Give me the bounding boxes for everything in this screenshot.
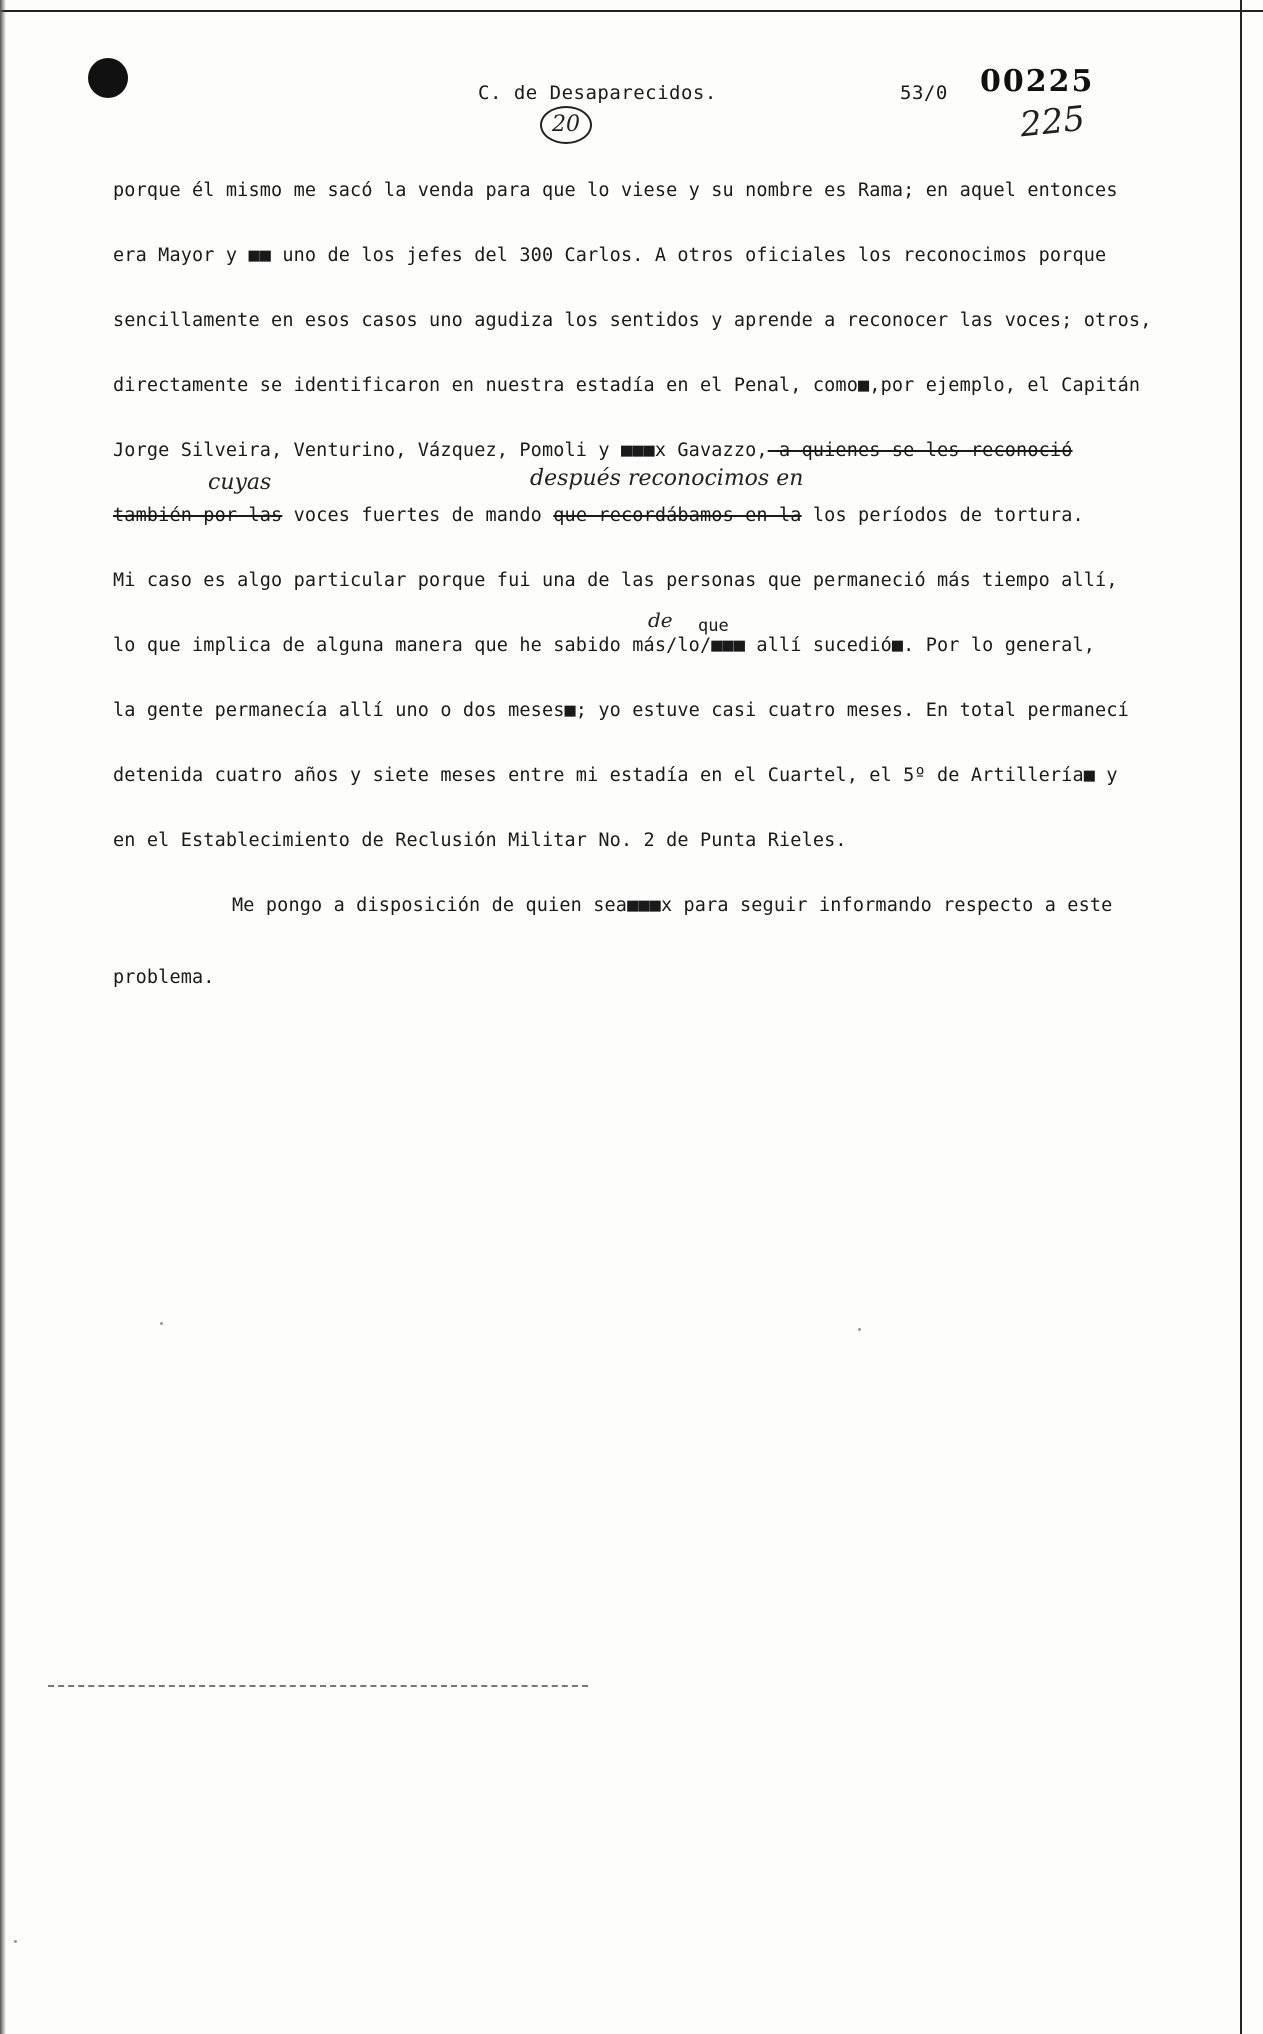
struck-text: a quienes se les reconoció <box>767 440 1073 461</box>
body-line-2: era Mayor y ■■ uno de los jefes del 300 Carlos. A otros oficiales los reconocimos porque <box>113 245 1107 266</box>
handwritten-insertion-de: de <box>648 608 673 632</box>
top-border-line <box>0 10 1263 12</box>
body-line-8: lo que implica de alguna manera que he sabido más/lo/■■■ allí sucedió■. Por lo general, <box>113 635 1096 656</box>
left-scan-shadow <box>0 0 6 2034</box>
body-line-12: Me pongo a disposición de quien sea■■■x para seguir informando respecto a este <box>232 895 1113 916</box>
body-line-11: en el Establecimiento de Reclusión Militar No. 2 de Punta Rieles. <box>113 830 847 851</box>
body-line-10: detenida cuatro años y siete meses entre mi estadía en el Cuartel, el 5º de Artillería■ y <box>113 765 1118 786</box>
body-line-6-text: voces fuertes de mando <box>282 505 554 526</box>
handwritten-insertion-cuyas: cuyas <box>208 470 272 495</box>
scan-speck <box>14 1940 17 1943</box>
body-line-5-text: Jorge Silveira, Venturino, Vázquez, Pomoli y ■■■x Gavazzo, <box>113 440 768 461</box>
body-line-1: porque él mismo me sacó la venda para que lo viese y su nombre es Rama; en aquel entonces <box>113 180 1118 201</box>
handwritten-page-number: 225 <box>1018 98 1087 146</box>
bottom-dashed-mark <box>48 1685 588 1687</box>
body-line-4: directamente se identificaron en nuestra estadía en el Penal, como■,por ejemplo, el Capitán <box>113 375 1141 396</box>
handwritten-circled-number: 20 <box>540 106 592 144</box>
body-line-3: sencillamente en esos casos uno agudiza los sentidos y aprende a reconocer las voces; otros, <box>113 310 1152 331</box>
header-title: C. de Desaparecidos. <box>478 82 717 104</box>
body-line-13: problema. <box>113 967 215 988</box>
document-number-stamp: 00225 <box>980 64 1095 99</box>
header-reference: 53/0 <box>900 82 948 104</box>
struck-text: que recordábamos en la <box>553 505 802 526</box>
scan-speck <box>160 1322 163 1325</box>
body-line-6-end: los períodos de tortura. <box>801 505 1084 526</box>
typed-insertion-que: que <box>698 616 729 636</box>
handwritten-insertion-despues: después reconocimos en <box>530 466 804 491</box>
body-line-7: Mi caso es algo particular porque fui una de las personas que permaneció más tiempo allí, <box>113 570 1118 591</box>
scan-speck <box>858 1328 861 1331</box>
struck-text: también por las <box>113 505 283 526</box>
body-line-9: la gente permanecía allí uno o dos meses■; yo estuve casi cuatro meses. En total permanecí <box>113 700 1129 721</box>
body-line-5 <box>113 440 1072 461</box>
right-border-line <box>1240 0 1242 2034</box>
body-line-6 <box>113 505 1084 526</box>
punch-hole-icon <box>88 58 128 98</box>
